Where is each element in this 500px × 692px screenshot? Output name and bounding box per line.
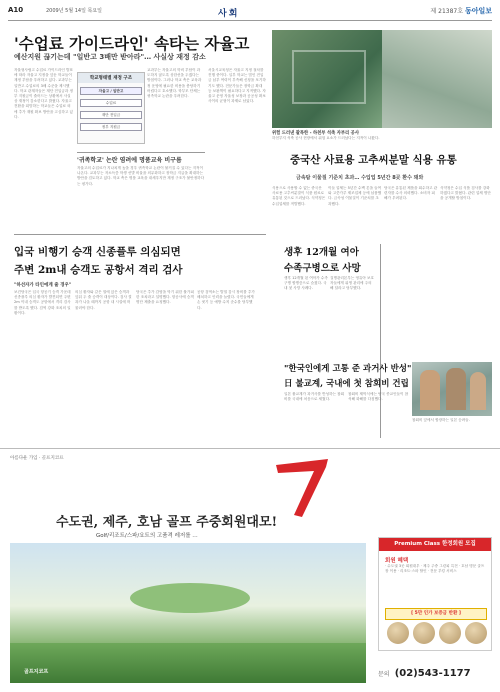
ad-tagline: 아름다운 가입 · 골프지코프 xyxy=(10,456,64,461)
article3-body-col1: 보건당국은 입국 항공기 승객 가운데 신종플루 의심 환자가 발견되면 주변 2m 이내 승객도 공항에서 격리 검사를 받도록 했다. 검역 강화 조치의 일환이다. xyxy=(14,290,71,315)
ad-phone-number: (02)543-1177 xyxy=(394,668,471,679)
ad-highlight: [ 5만 인가 보증금 반환 ] xyxy=(385,608,487,620)
article2-subhead: 금속탐 이물질 기준치 초과… 수입업 5년간 8곳 환수 돼와 xyxy=(296,175,424,181)
ad-contact xyxy=(378,661,490,680)
article4-headline: 생후 12개월 여아 xyxy=(284,247,359,258)
paper-name: 동아일보 xyxy=(464,7,492,15)
col-general: 일반고 xyxy=(112,89,124,93)
finance-row: 수업료 xyxy=(80,99,142,107)
finance-table-title: 학교형태별 재정 구조 xyxy=(78,73,144,83)
article3-kicker: "하선자가 타인에게 줄 경우" xyxy=(14,283,72,288)
article3-headline-2: 주변 2m내 승객도 공항서 격리 검사 xyxy=(14,264,183,276)
ad-premium-badge: Premium Class 한정회원 모집 xyxy=(379,538,491,551)
ad-thumb xyxy=(387,622,409,644)
article1-body-col3: 서울시교육청은 자율고 지정 절차를 진행 중이다. 일부 학교는 법인 전입금 납부 여력이 부족해 신청을 포기하기도 했다. 전문가들은 장학금 확대 등 보완책이 필요하다고 지적했다. 자율고 운영 자율성 보장과 공공성 확보 사이의 균형이 과제로 남았다. xyxy=(208,68,266,104)
swoosh-logo-icon xyxy=(272,455,332,519)
article5-headline-2: 日 불교계, 국내에 첫 참회비 건립 xyxy=(284,379,409,389)
article2-photo xyxy=(272,30,492,128)
article1-inset-title: '귀족학교' 논란 염려에 명품교육 비구름 xyxy=(77,157,182,164)
article5-photo-caption: 참회비 앞에서 합장하는 일본 승려들. xyxy=(412,418,470,422)
ad-benefits-panel xyxy=(378,537,492,651)
finance-table-header: 자율고 / 일반고 xyxy=(80,87,142,95)
article2-body-col3: 당국은 유통된 제품을 회수하고 관련자를 수사 의뢰했다. 소비자 피해가 우려된다. xyxy=(384,186,438,201)
issue-date: 2009년 5월 14일 목요일 xyxy=(46,8,103,14)
article4-body-col1: 생후 12개월 된 여아가 수족구병 합병증으로 숨졌다. 국내 첫 사망 사례다. xyxy=(284,276,328,291)
ad-thumb xyxy=(439,622,461,644)
ad-panel-title: 회원 혜택 xyxy=(385,558,409,564)
article3-body-col3: 당국은 추가 감염을 막기 위한 불가피한 조치라고 설명했다. 항공사에 승객 명단 제출을 요청했다. xyxy=(136,290,194,305)
section-title: 사회 xyxy=(218,9,240,19)
article2-body-col2: 이들 업체는 5년간 수백 톤을 들여와 고춧가루 제조업체 등에 납품했다. 금속성 이물질이 기준치를 초과했다. xyxy=(328,186,382,206)
article5-body-col1: 일본 불교계가 과거사를 반성하는 참회비를 국내에 처음으로 세웠다. xyxy=(284,392,345,402)
article3-headline: 입국 비행기 승객 신종플루 의심되면 xyxy=(14,246,181,258)
article5-photo xyxy=(412,362,492,416)
article3-body-col4: 공항 검역소는 발열 감시 장비를 추가 배치하고 인력을 늘렸다. 국민들에게 손 씻기 등 예방 수칙 준수를 당부했다. xyxy=(197,290,255,310)
article2-headline: 중국산 사료용 고추씨분말 식용 유통 xyxy=(290,154,457,166)
ad-logo-text: 골프지코프 xyxy=(24,669,49,675)
article4-headline-2: 수족구병으로 사망 xyxy=(284,263,361,274)
issue-number: 제 21387호 xyxy=(430,8,464,15)
article2-body-col1: 식용으로 사용할 수 없는 중국산 사료용 고추씨분말이 식품 원료로 유통된 것으로 드러났다. 식약청은 수입업체를 적발했다. xyxy=(272,186,326,206)
article1-inset-body: 자율고의 수업료가 지나치게 높을 경우 귀족학교 논란이 불거질 수 있다는 지적이 나온다. 교과부는 저소득층 학생 선발 비율을 의무화하고 장학금 지급을 확대하는 방안을 검토하고 있다. 학교 측은 명품 교육을 내세우지만 재정 구조가 불안정하다는 평가다. xyxy=(77,166,205,186)
article1-body-col2: 교과부는 자율고의 학비 부담이 과도하지 않도록 상한선을 두겠다는 방침이다. 그러나 학교 측은 교육과정 운영에 필요한 비용을 충당하기 어렵다고 호소했다. 학부모 단체는 귀족학교 논란을 우려한다. xyxy=(147,68,202,99)
masthead xyxy=(430,6,492,16)
page-number: A10 xyxy=(8,6,24,14)
article3-body-col2: 의심 환자와 같은 열에 앉은 승객과 앞뒤 두 줄 승객이 대상이다. 검사 결과가 나올 때까지 공항 내 시설에 머물러야 한다. xyxy=(75,290,132,310)
golf-advertisement xyxy=(0,448,500,692)
inset-divider xyxy=(77,152,205,153)
article1-body-col1: 자율형사립고 수업료 가이드라인 발표에 따라 자율고 지정을 앞둔 학교들이 재정 부담을 우려하고 있다. 교과부는 일반고 수업료의 3배 수준을 제시했다. 학교 관계자들은 재단 전입금과 정부 지원금이 줄어드는 상황에서 사실상 재정이 감소한다고 밝혔다. 자율고 전환을 희망하는 학교들은 수업료 외에 추가 재원 확보 방안을 고심하고 있다. xyxy=(14,68,73,119)
article5-body-col2: 참회비 제막식에는 양국 종교인들이 참석해 화해를 다짐했다. xyxy=(348,392,409,402)
ad-benefits-list: · 수도권 3곳 회원대우 · 제주 주중 그린피 특전 · 호남 명문 골프장 이용 · 리조트·스파 할인 · 전문 부킹 서비스 xyxy=(385,564,485,574)
ad-headline: 수도권, 제주, 호남 골프 주중회원대모! xyxy=(56,515,278,530)
finance-table xyxy=(77,72,145,144)
col-autonomous: 자율고 xyxy=(98,89,110,93)
article2-caption: 위험 드러낸 괄목한 - 하천부 석축 자부리 공사 xyxy=(272,131,359,136)
ad-thumb xyxy=(413,622,435,644)
finance-row: 정부 지원금 xyxy=(80,123,142,131)
ad-thumb xyxy=(465,622,487,644)
page-header xyxy=(8,6,492,21)
ad-phone-label: 문의 xyxy=(378,671,390,678)
article2-body-col4: 식약청은 수입 식품 검사를 강화하겠다고 밝혔다. 관련 업체 명단을 공개할 방침이다. xyxy=(440,186,491,201)
ad-subline: Golf/리조트/스파/요트의 고품격 레저를 … xyxy=(96,533,198,539)
article4-body-col2: 질병관리본부는 영유아 보호자들에게 위생 관리에 주의해 달라고 당부했다. xyxy=(330,276,374,291)
divider xyxy=(14,234,266,235)
finance-row: 재단 전입금 xyxy=(80,111,142,119)
article5-headline: "한국인에게 고통 준 과거사 반성" xyxy=(284,364,412,374)
article2-caption-body: 하천부지 석축 공사 현장에서 위험 요소가 드러났다는 지적이 나왔다. xyxy=(272,136,380,140)
ad-golf-course-photo xyxy=(10,543,366,683)
article1-headline: '수업료 가이드라인' 속타는 자율고 xyxy=(14,34,250,53)
article1-subhead: 예산지원 끊기는데 "일반고 3배만 받아라"… 사실상 재정 감소 xyxy=(14,53,206,61)
